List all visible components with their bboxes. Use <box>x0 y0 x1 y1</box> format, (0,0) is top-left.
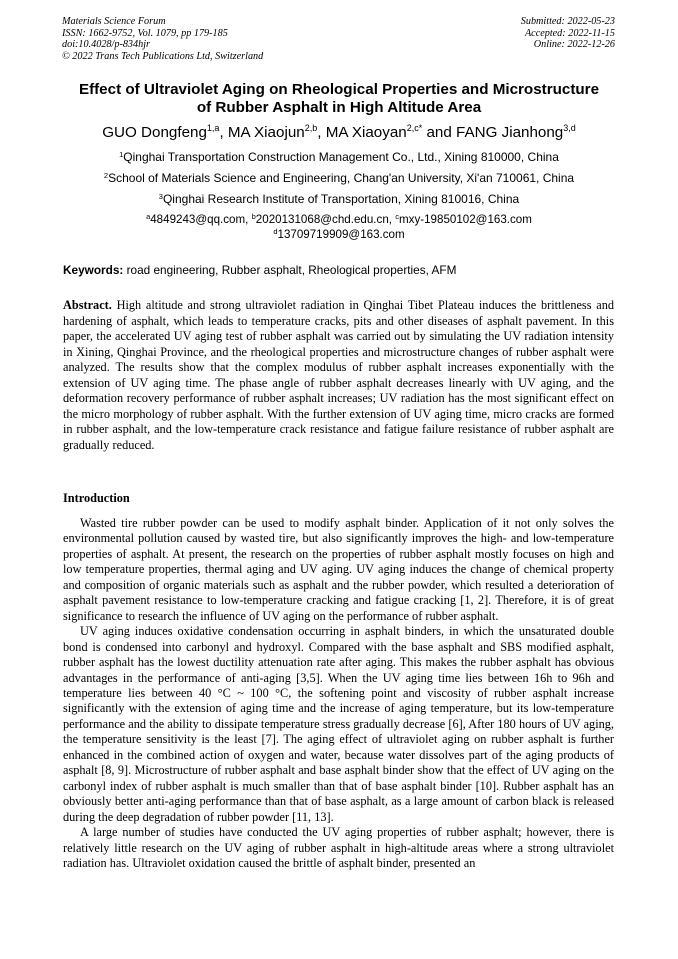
affiliation <box>30 171 648 185</box>
paragraph: A large number of studies have conducted the UV aging properties of rubber asphalt; however, there is relatively little research on the UV aging of rubber asphalt in high-altitude areas where a strong ultraviolet radiation has. Ultraviolet oxidation caused the brittle of asphalt binder, presented an <box>63 825 614 870</box>
author-name: MA Xiaoyan <box>325 124 407 141</box>
introduction-body <box>63 516 614 871</box>
author-and: and <box>422 124 457 141</box>
email-sup: a <box>146 212 151 221</box>
journal-header <box>62 16 263 62</box>
affiliation-sup: 2 <box>103 171 109 180</box>
affiliation-text: Qinghai Research Institute of Transportation, Xining 810016, China <box>162 192 520 206</box>
affiliation <box>30 150 648 164</box>
journal-issn: ISSN: 1662-9752, Vol. 1079, pp 179-185 <box>62 27 228 39</box>
keywords <box>63 263 623 277</box>
email-link[interactable]: 13709719909@163.com <box>277 228 405 241</box>
email-link[interactable]: 4849243@qq.com <box>150 213 246 226</box>
email-sup: c <box>395 212 399 221</box>
author-name: MA Xiaojun <box>227 124 305 141</box>
abstract <box>63 298 614 453</box>
dates-header <box>521 16 615 51</box>
paper-title <box>50 81 628 117</box>
affiliation <box>30 192 648 206</box>
email-sup: b <box>251 212 256 221</box>
online-date: Online: 2022-12-26 <box>533 39 615 50</box>
affiliation-sup: 3 <box>158 192 163 201</box>
author-sup: 2,c* <box>406 123 423 133</box>
journal-name: Materials Science Forum <box>62 16 166 27</box>
affiliation-text: School of Materials Science and Engineering, Chang'an University, Xi'an 710061, China <box>108 171 575 185</box>
title-line-2: of Rubber Asphalt in High Altitude Area <box>196 99 482 116</box>
affiliation-text: Qinghai Transportation Construction Management Co., Ltd., Xining 810000, China <box>123 150 559 164</box>
paragraph: UV aging induces oxidative condensation occurring in asphalt binders, in which the unsaturated double bond is condensed into carbonyl and hydroxyl. Compared with the base asphalt and SBS modified asphalt, rubber asphalt has the lowest ductility attenuation rate after aging. This makes the rubber asphalt has obvious advantages in the performance of anti-aging [3,5]. When the UV aging time lies between 16h to 96h and temperature lies between 40 °C ~ 100 °C, the softening point and viscosity of rubber asphalt increase significantly with the extension of aging time and the increase of aging temperature, but its low-temperature performance and the ability to dissipate temperature stress gradually decrease [6], After 180 hours of UV aging, the temperature sensitivity is the least [7]. The aging effect of ultraviolet aging on rubber asphalt is further enhanced in the combined action of oxygen and water, because water dissolves part of the aging products of asphalt [8, 9]. Microstructure of rubber asphalt and base asphalt binder show that the effect of UV aging on the carbonyl index of rubber asphalt is much smaller than that of base asphalt binder [10]. Rubber asphalt has an obviously better anti-aging performance than that of base asphalt, as a large amount of carbon black is released during the deep degradation of rubber powder [11, 13]. <box>63 624 614 824</box>
submitted-date: Submitted: 2022-05-23 <box>520 16 615 27</box>
keywords-label: Keywords: <box>63 263 124 277</box>
email-link[interactable]: 2020131068@chd.edu.cn <box>255 213 389 226</box>
doi[interactable]: doi:10.4028/p-834hjr <box>62 39 151 50</box>
author-separator: , <box>219 124 228 141</box>
email-separator: , <box>388 213 396 226</box>
email-line-2 <box>30 228 648 242</box>
title-line-1: Effect of Ultraviolet Aging on Rheological Properties and Microstructure <box>78 81 600 98</box>
author-sup: 2,b <box>304 123 318 133</box>
author-separator: , <box>317 124 326 141</box>
author-list <box>30 123 648 142</box>
keywords-text: road engineering, Rubber asphalt, Rheological properties, AFM <box>123 263 457 277</box>
author-name: GUO Dongfeng <box>102 124 207 141</box>
author-name: FANG Jianhong <box>456 124 564 141</box>
abstract-label: Abstract. <box>63 298 112 312</box>
paragraph: Wasted tire rubber powder can be used to modify asphalt binder. Application of it not only solves the environmental pollution caused by wasted tire, but also significantly improves the high- and low-temperature properties of asphalt. At present, the research on the properties of rubber asphalt mostly focuses on high and low temperature properties, thermal aging and UV aging. UV aging induces the change of chemical property and composition of organic materials such as asphalt and the rubber powder, which resulted a deterioration of asphalt pavement resistance to low-temperature cracking and fatigue cracking [1, 2]. Therefore, it is of great significance to research the influence of UV aging on the performance of rubber asphalt. <box>63 516 614 623</box>
copyright: © 2022 Trans Tech Publications Ltd, Switzerland <box>62 50 264 62</box>
affiliation-sup: 1 <box>119 150 124 159</box>
email-sup: d <box>273 227 278 236</box>
email-separator: , <box>245 213 252 226</box>
abstract-text: High altitude and strong ultraviolet radiation in Qinghai Tibet Plateau induces the brittleness and hardening of asphalt, which leads to temperature cracks, pits and other diseases of asphalt pavement. In this paper, the accelerated UV aging test of rubber asphalt was carried out by simulating the UV radiation intensity in Xining, Qinghai Province, and the rheological properties and microstructure changes of rubber asphalt were analyzed. The results show that the complex modulus of rubber asphalt increases exponentially with the extension of UV aging time. The phase angle of rubber asphalt decreases linearly with UV aging, and the deformation recovery performance of rubber asphalt increases; UV radiation has the most significant effect on the micro morphology of rubber asphalt. With the further extension of UV aging time, micro cracks are formed in rubber asphalt, and the low-temperature crack resistance and fatigue failure resistance of rubber asphalt are gradually reduced. <box>63 298 614 452</box>
email-link[interactable]: mxy-19850102@163.com <box>398 213 532 226</box>
email-line-1 <box>30 213 648 227</box>
author-sup: 1,a <box>206 123 220 133</box>
section-heading-introduction: Introduction <box>63 491 130 505</box>
author-sup: 3,d <box>563 123 576 133</box>
accepted-date: Accepted: 2022-11-15 <box>524 27 615 39</box>
